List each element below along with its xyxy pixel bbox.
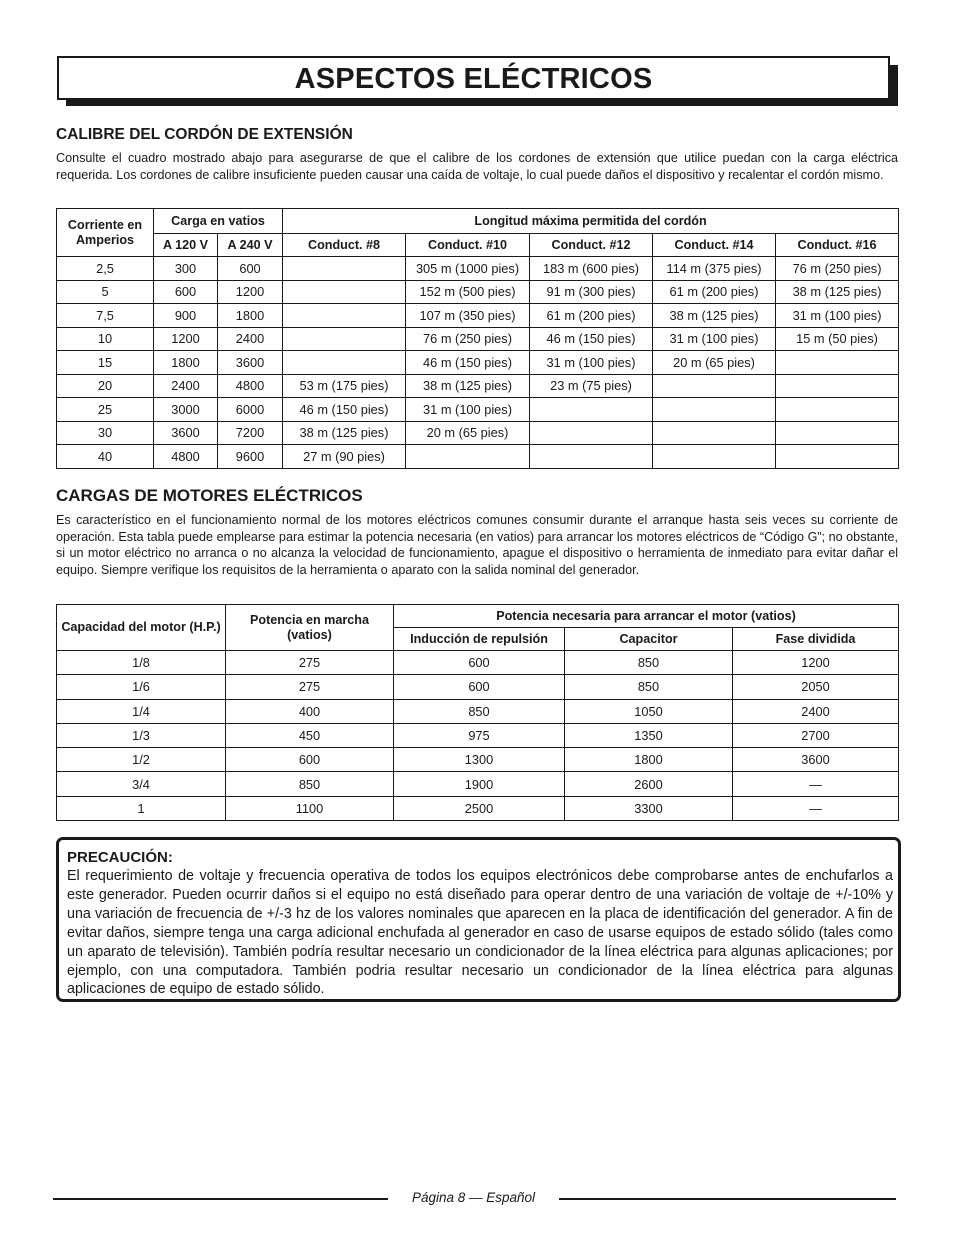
table-row (57, 772, 899, 796)
sub-header-cell: Conduct. #8 (283, 234, 406, 257)
table-cell: 31 m (100 pies) (530, 351, 653, 375)
table-row (57, 723, 899, 747)
table-row (57, 699, 899, 723)
section-heading-cordon: CALIBRE DEL CORDÓN DE EXTENSIÓN (56, 126, 353, 143)
table-row (57, 304, 899, 328)
table-cell: 7,5 (57, 304, 154, 328)
table-cell (776, 421, 899, 445)
section-paragraph-motores: Es característico en el funcionamiento normal de los motores eléctricos comunes consumir durante el arranque hasta seis veces su corriente de operación. Esta tabla puede emplearse para estimar la potencia necesaria (en vatios) para arrancar los motores eléctricos de “Código G”; no obstante, si un motor eléctrico no arranca o no alcanza la velocidad de funcionamiento, apague el dispositivo o herramienta de inmediato para evitar dañar el equipo. Siempre verifique los requisitos de la herramienta o aparato con la salida nominal del generador. (56, 513, 898, 578)
table-cell: 3300 (565, 796, 733, 820)
table-cell: 275 (226, 651, 394, 675)
table-cell: 1800 (218, 304, 283, 328)
table-cell: 31 m (100 pies) (406, 398, 530, 422)
table-cell: 107 m (350 pies) (406, 304, 530, 328)
sub-header-cell: A 240 V (218, 234, 283, 257)
page-title-banner (57, 56, 898, 106)
table-cell: 1300 (394, 748, 565, 772)
table-row (57, 651, 899, 675)
table-cell: 2400 (218, 327, 283, 351)
table-cell (776, 445, 899, 469)
motor-loads-table (56, 604, 899, 821)
table-cell: 1100 (226, 796, 394, 820)
table-cell: 1200 (154, 327, 218, 351)
table-row (57, 445, 899, 469)
table-cell: 2700 (733, 723, 899, 747)
sub-header-cell: Conduct. #16 (776, 234, 899, 257)
table-cell: 3600 (154, 421, 218, 445)
caution-text: El requerimiento de voltaje y frecuencia operativa de todos los equipos electrónicos debe comprobarse antes de enchufarlos a este generador. Pueden ocurrir daños si el equipo no está diseñado para operar dentro de una variación de voltaje de +/-10% y una variación de frecuencia de +/-3 hz de los valores nominales que aparecen en la placa de identificación del generador. A fin de evitar daños, siempre tenga una carga adicional enchufada al generador en caso de usarse equipos de estado sólido (tales como un aparato de televisión). También podría resultar necesario un condicionador de la línea eléctrica para algunas aplicaciones; por ejemplo, con una computadora. También podria resultar necesario un condicionador de la línea eléctrica para algunas aplicaciones de equipo de estado sólido. (67, 868, 893, 998)
footer-rule-left (53, 1198, 388, 1200)
table-cell: 46 m (150 pies) (283, 398, 406, 422)
table-row (57, 748, 899, 772)
table-cell: — (733, 772, 899, 796)
table-cell: 31 m (100 pies) (776, 304, 899, 328)
table-cell: 600 (218, 257, 283, 281)
table-cell: 1200 (218, 280, 283, 304)
table-row (57, 280, 899, 304)
table-cell: 53 m (175 pies) (283, 374, 406, 398)
table-cell: 4800 (154, 445, 218, 469)
table-cell: 300 (154, 257, 218, 281)
table-cell: 10 (57, 327, 154, 351)
table-cell (406, 445, 530, 469)
table-cell: 38 m (125 pies) (283, 421, 406, 445)
table-cell: 1 (57, 796, 226, 820)
table-cell: 975 (394, 723, 565, 747)
table-cell: 15 m (50 pies) (776, 327, 899, 351)
header-potencia-marcha: Potencia en marcha (vatios) (226, 605, 394, 651)
table-cell: 1/8 (57, 651, 226, 675)
table-cell: 4800 (218, 374, 283, 398)
table-cell: 61 m (200 pies) (653, 280, 776, 304)
table-cell: 20 m (65 pies) (653, 351, 776, 375)
table-cell: 1350 (565, 723, 733, 747)
table-row (57, 421, 899, 445)
table-cell: 1/4 (57, 699, 226, 723)
table-cell: — (733, 796, 899, 820)
table-cell: 3600 (733, 748, 899, 772)
table-cell: 30 (57, 421, 154, 445)
table-row (57, 351, 899, 375)
section-paragraph-cordon: Consulte el cuadro mostrado abajo para asegurarse de que el calibre de los cordones de extensión que utilice puedan con la carga eléctrica requerida. Los cordones de calibre insuficiente pueden causar una caída de voltaje, lo cual puede daños el dispositivo y recalentar el cordón mismo. (56, 151, 898, 182)
sub-header-cell: Capacitor (565, 628, 733, 651)
table-cell (283, 351, 406, 375)
table-cell: 38 m (125 pies) (653, 304, 776, 328)
footer-rule-right (559, 1198, 896, 1200)
table-cell: 275 (226, 675, 394, 699)
table-cell: 20 (57, 374, 154, 398)
table-cell: 2050 (733, 675, 899, 699)
table-cell: 38 m (125 pies) (776, 280, 899, 304)
table-cell (653, 398, 776, 422)
table-cell (283, 304, 406, 328)
table-cell: 46 m (150 pies) (406, 351, 530, 375)
table-cell (283, 327, 406, 351)
table-cell: 1/6 (57, 675, 226, 699)
caution-box (56, 837, 901, 1002)
table-cell: 2400 (154, 374, 218, 398)
table-cell: 76 m (250 pies) (406, 327, 530, 351)
sub-header-cell: A 120 V (154, 234, 218, 257)
table-cell: 91 m (300 pies) (530, 280, 653, 304)
header-corriente: Corriente en Amperios (57, 209, 154, 257)
table-cell: 900 (154, 304, 218, 328)
table-cell: 15 (57, 351, 154, 375)
table-cell: 183 m (600 pies) (530, 257, 653, 281)
table-cell: 600 (226, 748, 394, 772)
table-cell: 450 (226, 723, 394, 747)
table-cell: 1900 (394, 772, 565, 796)
section-heading-motores: CARGAS DE MOTORES ELÉCTRICOS (56, 486, 363, 505)
table-cell: 25 (57, 398, 154, 422)
table-cell: 850 (226, 772, 394, 796)
table-cell: 2600 (565, 772, 733, 796)
table-cell: 38 m (125 pies) (406, 374, 530, 398)
table-cell: 600 (394, 675, 565, 699)
table-cell: 1/3 (57, 723, 226, 747)
table-cell: 2500 (394, 796, 565, 820)
table-cell: 76 m (250 pies) (776, 257, 899, 281)
page-footer: Página 8 — Español (411, 1190, 536, 1205)
table-cell: 850 (394, 699, 565, 723)
sub-header-cell: Fase dividida (733, 628, 899, 651)
caution-title: PRECAUCIÓN: (67, 849, 173, 866)
table-cell: 400 (226, 699, 394, 723)
page-title: ASPECTOS ELÉCTRICOS (294, 63, 653, 95)
table-row (57, 675, 899, 699)
table-cell: 61 m (200 pies) (530, 304, 653, 328)
table-row (57, 398, 899, 422)
table-cell: 3000 (154, 398, 218, 422)
table-cell (530, 445, 653, 469)
table-cell: 2400 (733, 699, 899, 723)
table-cell: 7200 (218, 421, 283, 445)
table-cell (776, 351, 899, 375)
table-cell: 5 (57, 280, 154, 304)
table-cell: 31 m (100 pies) (653, 327, 776, 351)
sub-header-row (57, 234, 899, 257)
table-cell: 23 m (75 pies) (530, 374, 653, 398)
table-cell: 40 (57, 445, 154, 469)
table-cell: 600 (154, 280, 218, 304)
table-cell: 9600 (218, 445, 283, 469)
title-box (57, 56, 890, 100)
table-row (57, 374, 899, 398)
table-cell: 1800 (154, 351, 218, 375)
table-cell: 152 m (500 pies) (406, 280, 530, 304)
table-cell: 3/4 (57, 772, 226, 796)
table-row (57, 257, 899, 281)
extension-cord-table (56, 208, 899, 469)
table-cell (776, 374, 899, 398)
table-cell (530, 421, 653, 445)
table-cell: 46 m (150 pies) (530, 327, 653, 351)
sub-header-cell: Conduct. #10 (406, 234, 530, 257)
header-potencia-arranque: Potencia necesaria para arrancar el motor (vatios) (394, 605, 899, 628)
table-cell (653, 374, 776, 398)
table-cell: 1050 (565, 699, 733, 723)
table-cell: 6000 (218, 398, 283, 422)
table-cell (653, 421, 776, 445)
table-cell: 1800 (565, 748, 733, 772)
sub-header-cell: Conduct. #14 (653, 234, 776, 257)
table-cell: 600 (394, 651, 565, 675)
table-cell: 3600 (218, 351, 283, 375)
table-cell: 20 m (65 pies) (406, 421, 530, 445)
table-cell (283, 257, 406, 281)
table-cell (653, 445, 776, 469)
table-cell (283, 280, 406, 304)
header-capacidad: Capacidad del motor (H.P.) (57, 605, 226, 651)
sub-header-cell: Inducción de repulsión (394, 628, 565, 651)
extension-cord-table-body (57, 257, 899, 469)
table-cell: 1/2 (57, 748, 226, 772)
table-cell: 850 (565, 675, 733, 699)
table-cell: 27 m (90 pies) (283, 445, 406, 469)
table-row (57, 796, 899, 820)
table-cell: 305 m (1000 pies) (406, 257, 530, 281)
table-cell: 850 (565, 651, 733, 675)
table-cell: 2,5 (57, 257, 154, 281)
motor-loads-table-body (57, 651, 899, 821)
sub-header-cell: Conduct. #12 (530, 234, 653, 257)
table-cell: 114 m (375 pies) (653, 257, 776, 281)
table-cell: 1200 (733, 651, 899, 675)
header-longitud: Longitud máxima permitida del cordón (283, 209, 899, 234)
header-carga: Carga en vatios (154, 209, 283, 234)
table-cell (530, 398, 653, 422)
table-cell (776, 398, 899, 422)
table-row (57, 327, 899, 351)
